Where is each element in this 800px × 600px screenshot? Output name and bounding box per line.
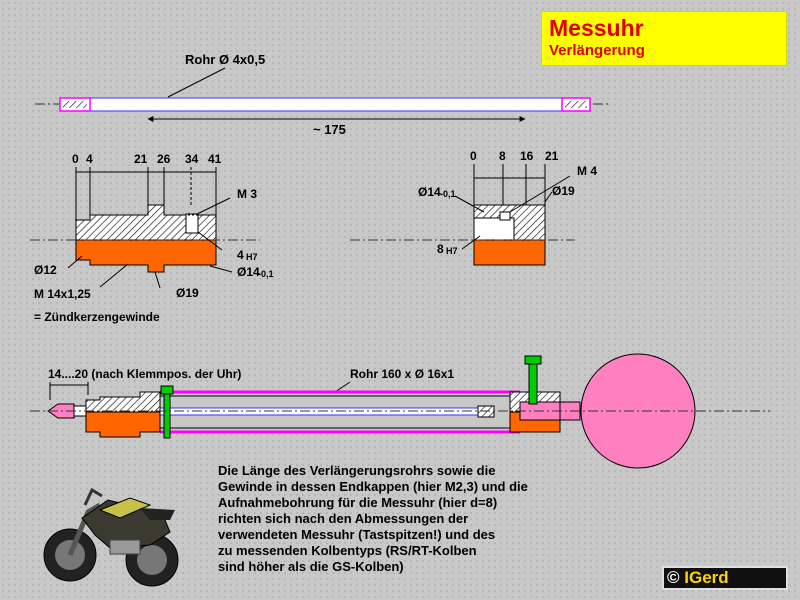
cap-left-bore bbox=[186, 214, 198, 233]
cap-left-station-0: 0 bbox=[72, 152, 79, 166]
moto-windshield bbox=[85, 490, 102, 505]
leader-m3 bbox=[197, 198, 230, 214]
leader-d19 bbox=[155, 272, 160, 288]
cap-right-extension-lines bbox=[474, 164, 545, 205]
note-line: Die Länge des Verlängerungsrohrs sowie die bbox=[218, 463, 496, 478]
title-main: Messuhr bbox=[549, 15, 644, 41]
cap-right-bore bbox=[474, 218, 514, 240]
note-line: zu messenden Kolbentyps (RS/RT-Kolben bbox=[218, 543, 477, 558]
clamp-screw-shaft-left bbox=[164, 394, 170, 438]
assembly-view bbox=[30, 354, 770, 468]
tube-4mm bbox=[60, 98, 590, 111]
cap-right-bore-dia: 8 bbox=[437, 242, 444, 256]
cap-left-thread-note: = Zündkerzengewinde bbox=[34, 310, 160, 324]
copyright-name: IGerd bbox=[684, 568, 729, 587]
cap-left-thread: M 3 bbox=[237, 187, 258, 201]
leader-shoulder bbox=[210, 266, 232, 272]
cap-left-dia-19: Ø19 bbox=[176, 286, 199, 300]
leader-m14 bbox=[100, 264, 128, 287]
cap-left-thread-plug: M 14x1,25 bbox=[34, 287, 91, 301]
note-line: Gewinde in dessen Endkappen (hier M2,3) und die bbox=[218, 479, 528, 494]
end-cap-right-view bbox=[350, 149, 597, 265]
motorcycle-illustration bbox=[44, 490, 178, 586]
clamp-screw-head-left bbox=[161, 386, 173, 394]
title-box bbox=[541, 11, 787, 66]
tube-top-length: ~ 175 bbox=[313, 122, 346, 137]
leader-d14-right bbox=[455, 196, 484, 212]
cap-right-station-0: 0 bbox=[470, 149, 477, 163]
leader-d19-right bbox=[545, 192, 552, 202]
cap-right-thread: M 4 bbox=[577, 164, 598, 178]
note-line: sind höher als die GS-Kolben) bbox=[218, 559, 404, 574]
cap-left-dia-12: Ø12 bbox=[34, 263, 57, 277]
copyright-badge bbox=[662, 566, 788, 590]
assembly-tube-label: Rohr 160 x Ø 16x1 bbox=[350, 367, 455, 381]
description-note bbox=[218, 463, 578, 575]
cap-right-thread-hole bbox=[500, 212, 510, 220]
clamp-screw-head-right bbox=[525, 356, 541, 364]
note-line: richten sich nach den Abmessungen der bbox=[218, 511, 469, 526]
tube-top-view bbox=[35, 52, 610, 137]
cap-left-station-34: 34 bbox=[185, 152, 199, 166]
title-sub: Verlängerung bbox=[549, 42, 645, 59]
cap-left-body-lower bbox=[76, 240, 216, 272]
cap-right-dia-outer: Ø19 bbox=[552, 184, 575, 198]
cap-right-shoulder-tol: -0,1 bbox=[440, 189, 456, 199]
cap-left-station-41: 41 bbox=[208, 152, 222, 166]
cap-right-body-lower bbox=[474, 240, 545, 265]
cap-right-station-8: 8 bbox=[499, 149, 506, 163]
leader-tube-label bbox=[168, 68, 225, 97]
assembly-clamp-range: 14....20 (nach Klemmpos. der Uhr) bbox=[48, 367, 242, 381]
tube-top-label: Rohr Ø 4x0,5 bbox=[185, 52, 266, 67]
note-line: verwendeten Messuhr (Tastspitzen!) und des bbox=[218, 527, 496, 542]
leader-d12 bbox=[68, 256, 82, 268]
cap-left-bore-tol: H7 bbox=[246, 252, 258, 262]
cap-left-extension-lines bbox=[76, 167, 216, 220]
end-cap-left-view bbox=[30, 152, 274, 324]
tube-end-hatch-left bbox=[63, 101, 87, 108]
cap-left-bore-dia: 4 bbox=[237, 248, 244, 262]
clamp-screw-shaft-right bbox=[529, 364, 537, 404]
assembly-cap-left-hatch bbox=[86, 392, 160, 412]
cap-left-station-4: 4 bbox=[86, 152, 93, 166]
copyright-symbol: © bbox=[667, 568, 680, 587]
moto-rear-rim bbox=[137, 545, 167, 575]
note-line: Aufnahmebohrung für die Messuhr (hier d=8) bbox=[218, 495, 498, 510]
cap-left-station-21: 21 bbox=[134, 152, 148, 166]
tube-end-hatch-right bbox=[565, 101, 587, 108]
cap-left-shoulder-tol: -0,1 bbox=[258, 269, 274, 279]
cap-right-shoulder: Ø14 bbox=[418, 185, 441, 199]
cap-right-bore-tol: H7 bbox=[446, 246, 458, 256]
cap-right-station-21: 21 bbox=[545, 149, 559, 163]
cap-right-station-16: 16 bbox=[520, 149, 534, 163]
cap-left-station-26: 26 bbox=[157, 152, 171, 166]
moto-engine bbox=[110, 540, 140, 554]
cap-left-shoulder: Ø14 bbox=[237, 265, 260, 279]
